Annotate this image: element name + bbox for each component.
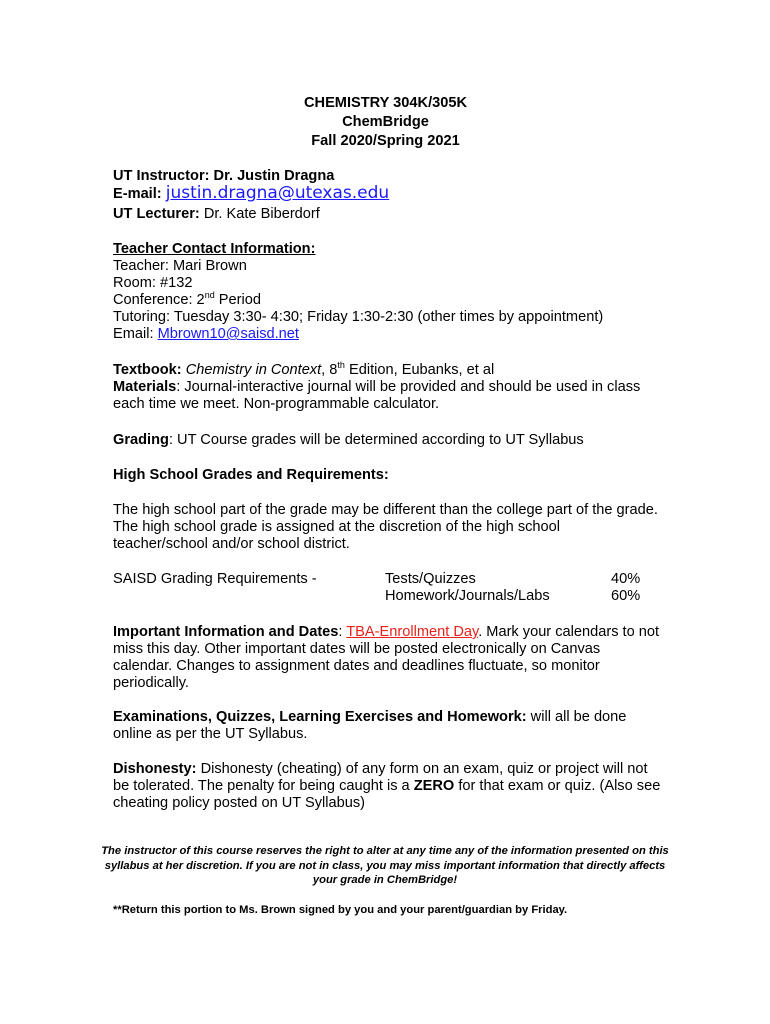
saisd-label: SAISD Grading Requirements - xyxy=(113,571,317,587)
edition-prefix: , 8 xyxy=(321,362,338,378)
grade-item: Homework/Journals/Labs xyxy=(385,588,550,604)
instructor-label: UT Instructor: xyxy=(113,168,210,184)
materials-label: Materials xyxy=(113,379,177,395)
instructor-note: The instructor of this course reserves the right to alter at any time any of the information presented on this syllabus at her discretion. If you are not in class, you may miss important information that directly affects your grade in ChemBridge! xyxy=(101,845,669,886)
exams-text: will all be done online as per the UT Syllabus. xyxy=(113,709,627,742)
materials-body: : Journal-interactive journal will be provided and should be used in class each time we meet. Non-programmable calculator. xyxy=(113,379,641,412)
enrollment-day-link[interactable]: TBA-Enrollment Day xyxy=(346,624,479,640)
lecturer-name: Dr. Kate Biberdorf xyxy=(203,206,320,222)
table-row xyxy=(113,588,658,605)
email-label: E-mail: xyxy=(113,186,162,202)
zero-text: ZERO xyxy=(413,778,455,794)
hs-heading: High School Grades and Requirements: xyxy=(113,467,389,483)
grade-percent: 40% xyxy=(611,571,641,587)
exams-paragraph xyxy=(113,709,661,743)
document-title xyxy=(113,94,658,151)
edition-sup: th xyxy=(337,360,345,371)
important-info-paragraph xyxy=(113,624,661,692)
conference-suffix: Period xyxy=(214,292,261,308)
program-name: ChemBridge xyxy=(342,114,429,130)
grade-percent: 60% xyxy=(611,588,641,604)
textbook-title: Chemistry in Context xyxy=(185,362,322,378)
instructor-name: Dr. Justin Dragna xyxy=(213,168,335,184)
grade-item: Tests/Quizzes xyxy=(385,571,476,587)
teacher-contact-heading: Teacher Contact Information: xyxy=(113,241,316,257)
hs-paragraph: The high school part of the grade may be different than the college part of the grade. The high school grade is assigned at the discretion of the high school teacher/school and/or school district. xyxy=(113,502,658,552)
dishonesty-text-2: for that exam or quiz. (Also see cheating policy posted on UT Syllabus) xyxy=(113,778,661,811)
teacher-email-link[interactable]: Mbrown10@saisd.net xyxy=(157,326,299,342)
teacher-room: Room: #132 xyxy=(113,275,193,291)
course-code: CHEMISTRY 304K/305K xyxy=(303,95,468,111)
grading-label: Grading xyxy=(113,432,169,448)
dishonesty-label: Dishonesty: xyxy=(113,761,197,777)
exams-label: Examinations, Quizzes, Learning Exercises and Homework: xyxy=(113,709,527,725)
instructor-email-line xyxy=(113,185,658,203)
lecturer-line xyxy=(113,206,658,223)
dishonesty-paragraph xyxy=(113,761,661,812)
term: Fall 2020/Spring 2021 xyxy=(311,133,460,149)
teacher-conference xyxy=(113,292,658,309)
saisd-grading-table xyxy=(113,571,658,605)
dishonesty-text-1: Dishonesty (cheating) of any form on an exam, quiz or project will not be tolerated. The penalty for being caught is a xyxy=(113,761,648,794)
materials-text xyxy=(113,379,658,413)
important-label: Important Information and Dates xyxy=(113,624,339,640)
teacher-contact-section xyxy=(113,241,658,343)
grading-text: : UT Course grades will be determined according to UT Syllabus xyxy=(168,432,584,448)
conference-sup: nd xyxy=(204,290,215,301)
teacher-email-line xyxy=(113,326,658,343)
important-colon: : xyxy=(338,624,347,640)
textbook-label: Textbook: xyxy=(113,362,182,378)
textbook-section xyxy=(113,362,658,413)
edition-suffix: Edition, Eubanks, et al xyxy=(344,362,495,378)
teacher-name: Teacher: Mari Brown xyxy=(113,258,247,274)
conference-prefix: Conference: 2 xyxy=(113,292,205,308)
teacher-email-label: Email: xyxy=(113,326,158,342)
teacher-tutoring: Tutoring: Tuesday 3:30- 4:30; Friday 1:30-2:30 (other times by appointment) xyxy=(113,309,604,325)
table-row xyxy=(113,571,658,588)
important-text: . Mark your calendars to not miss this day. Other important dates will be posted electronically on Canvas calendar. Changes to assignment dates and deadlines fluctuate, so monitor periodically. xyxy=(113,624,660,691)
instructor-email-link[interactable]: justin.dragna@utexas.edu xyxy=(165,183,390,203)
grading-line xyxy=(113,432,658,449)
lecturer-label: UT Lecturer: xyxy=(113,206,200,222)
textbook-line xyxy=(113,362,658,379)
return-instruction: **Return this portion to Ms. Brown signed by you and your parent/guardian by Friday. xyxy=(113,904,568,916)
